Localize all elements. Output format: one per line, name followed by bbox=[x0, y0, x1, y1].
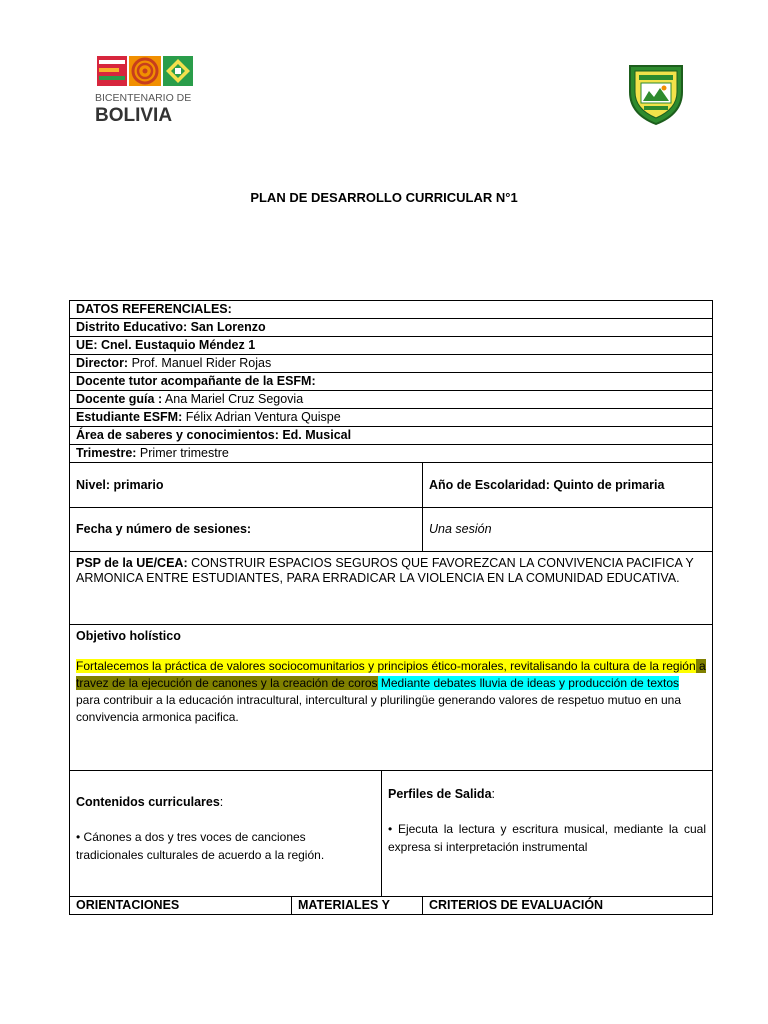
fecha-row bbox=[70, 508, 713, 552]
trimestre-label: Trimestre: bbox=[76, 446, 137, 460]
bicentenario-logo bbox=[95, 54, 199, 126]
docente-guia-field bbox=[70, 391, 713, 409]
director-label: Director: bbox=[76, 356, 129, 370]
objetivo-text bbox=[76, 658, 706, 726]
bicentenario-logo-icon bbox=[95, 54, 199, 126]
docente-tutor-field: Docente tutor acompañante de la ESFM: bbox=[70, 373, 713, 391]
objetivo-row bbox=[70, 625, 713, 771]
objetivo-part-1: Fortalecemos la práctica de valores sociocomunitarios y principios ético-morales, revitalisando la cultura de la región bbox=[76, 659, 696, 673]
curricular-plan-table bbox=[69, 300, 713, 915]
svg-text:BOLIVIA: BOLIVIA bbox=[95, 105, 173, 126]
contenidos-label: Contenidos curriculares bbox=[76, 795, 220, 809]
area-field: Área de saberes y conocimientos: Ed. Musical bbox=[70, 427, 713, 445]
estudiante-field bbox=[70, 409, 713, 427]
page-title: PLAN DE DESARROLLO CURRICULAR N°1 bbox=[250, 190, 518, 205]
estudiante-row bbox=[70, 409, 713, 427]
docente-guia-row bbox=[70, 391, 713, 409]
perfiles-cell bbox=[382, 771, 713, 897]
criterios-header: CRITERIOS DE EVALUACIÓN bbox=[423, 897, 713, 915]
trimestre-field bbox=[70, 445, 713, 463]
perfiles-colon: : bbox=[491, 787, 496, 801]
ue-row bbox=[70, 337, 713, 355]
trimestre-row bbox=[70, 445, 713, 463]
psp-field bbox=[70, 552, 713, 625]
anio-field: Año de Escolaridad: Quinto de primaria bbox=[423, 463, 713, 508]
docente-guia-label: Docente guía : bbox=[76, 392, 163, 406]
ue-field: UE: Cnel. Eustaquio Méndez 1 bbox=[70, 337, 713, 355]
materiales-header: MATERIALES Y bbox=[292, 897, 423, 915]
contenidos-perfiles-row bbox=[70, 771, 713, 897]
estudiante-label: Estudiante ESFM: bbox=[76, 410, 183, 424]
objetivo-cell bbox=[70, 625, 713, 771]
fecha-label: Fecha y número de sesiones: bbox=[70, 508, 423, 552]
trimestre-value: Primer trimestre bbox=[136, 446, 229, 460]
nivel-field: Nivel: primario bbox=[70, 463, 423, 508]
perfiles-label: Perfiles de Salida bbox=[388, 787, 492, 801]
fecha-value: Una sesión bbox=[423, 508, 713, 552]
objetivo-part-3: Mediante debates lluvia de ideas y producción de textos bbox=[377, 676, 680, 690]
svg-text:BICENTENARIO DE: BICENTENARIO DE bbox=[95, 92, 192, 104]
datos-heading-row bbox=[70, 301, 713, 319]
objetivo-part-4: para contribuir a la educación intracultural, intercultural y plurilingüe generando valores de respetuo mutuo en una convivencia armonica pacifica. bbox=[76, 693, 682, 724]
psp-label: PSP de la UE/CEA: bbox=[76, 556, 188, 570]
psp-value: CONSTRUIR ESPACIOS SEGUROS QUE FAVOREZCAN LA CONVIVENCIA PACIFICA Y ARMONICA ENTRE ESTUDIANTES, PARA ERRADICAR LA VIOLENCIA EN LA COMUNIDAD EDUCATIVA. bbox=[76, 556, 694, 585]
distrito-field: Distrito Educativo: San Lorenzo bbox=[70, 319, 713, 337]
footer-header-row bbox=[70, 897, 713, 915]
director-row bbox=[70, 355, 713, 373]
area-row bbox=[70, 427, 713, 445]
objetivo-label: Objetivo holístico bbox=[76, 629, 181, 643]
contenidos-item: • Cánones a dos y tres voces de canciones tradicionales culturales de acuerdo a la región. bbox=[76, 830, 325, 862]
school-crest-icon bbox=[624, 58, 688, 126]
orientaciones-header: ORIENTACIONES bbox=[70, 897, 292, 915]
objetivo-part-2: a travez de la ejecución de canones y la creación de coros bbox=[76, 659, 706, 690]
estudiante-value: Félix Adrian Ventura Quispe bbox=[182, 410, 341, 424]
psp-row bbox=[70, 552, 713, 625]
contenidos-colon: : bbox=[219, 795, 224, 809]
docente-guia-value: Ana Mariel Cruz Segovia bbox=[162, 392, 304, 406]
director-field bbox=[70, 355, 713, 373]
school-crest bbox=[624, 58, 688, 126]
nivel-row bbox=[70, 463, 713, 508]
director-value: Prof. Manuel Rider Rojas bbox=[128, 356, 272, 370]
datos-heading: DATOS REFERENCIALES: bbox=[70, 301, 713, 319]
distrito-row bbox=[70, 319, 713, 337]
docente-tutor-row bbox=[70, 373, 713, 391]
contenidos-cell bbox=[70, 771, 382, 897]
perfiles-item: • Ejecuta la lectura y escritura musical, mediante la cual expresa si interpretación instrumental bbox=[388, 822, 706, 854]
